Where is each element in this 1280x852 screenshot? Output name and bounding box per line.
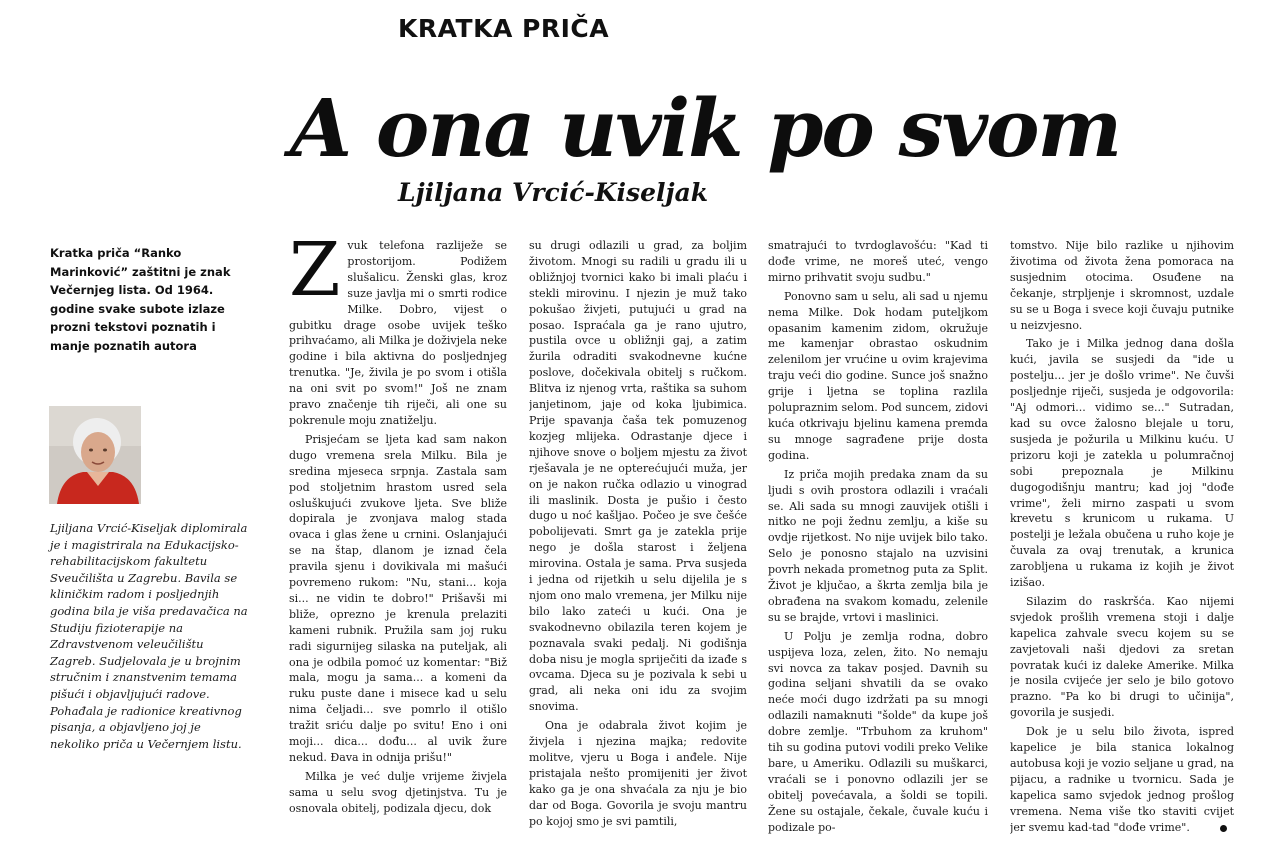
article-column-2 (529, 238, 747, 844)
paragraph: Dok je u selu bilo života, ispred kapelice je bila stanica lokalnog autobusa koji je vozio seljane u grad, na pijacu, a radnike u tvornicu. Sada je kapelica samo svjedok jednog prošlog vremena. Nema više tko staviti cvijet jer svemu kad-tad "dođe vrime". (1010, 725, 1234, 834)
paragraph: Milka je već dulje vrijeme živjela sama u selu svog djetinjstva. Tu je osnovala obitelj, podizala djecu, dok (289, 769, 507, 815)
end-of-article-mark (1220, 825, 1227, 832)
section-label: KRATKA PRIČA (398, 14, 610, 43)
article-column-4 (1010, 238, 1234, 844)
paragraph: Ona je odabrala život kojim je živjela i njezina majka; redovite molitve, vjeru u Boga i anđele. Nije pristajala nešto promijeniti jer život kako ga je ona shvaćala za nju je bio dar od Boga. Govorila je svoju mantru po kojoj smo je svi pamtili, (529, 719, 747, 828)
paragraph: vuk telefona razliježe se prostorijom. Podižem slušalicu. Ženski glas, kroz suze javlja mi o smrti rodice Milke. Dobro, vijest o gubitku drage osobe uvijek teško prihvaćamo, ali Milka je doživjela neke godine i bila aktivna do posljednjeg trenutka. "Je, živila je po svom i otišla na oni svit po svom!" Još ne znam pravo značenje tih riječi, ali one su pokrenule moju znatiželju. (289, 239, 507, 427)
author-bio: Ljiljana Vrcić-Kiseljak diplomirala je i magistrirala na Edukacijsko-rehabilitacijskom fakultetu Sveučilišta u Zagrebu. Bavila se kliničkim radom i posljednjih godina bila je viša predavačica na Studiju fizioterapije na Zdravstvenom veleučilištu Zagreb. Sudjelovala je u brojnim stručnim i znanstvenim temama pišući i objavljujući radove. Pohađala je radionice kreativnog pisanja, a objavljeno joj je nekoliko priča u Večernjem listu. (50, 521, 248, 751)
article-column-3 (768, 238, 988, 844)
paragraph: smatrajući to tvrdoglavošću: "Kad ti dođe vrime, ne moreš uteć, vengo mirno prihvatit svoju sudbu." (768, 239, 988, 284)
paragraph: Prisjećam se ljeta kad sam nakon dugo vremena srela Milku. Bila je sredina mjeseca srpnja. Zastala sam pod stoljetnim hrastom usred sela osluškujući zvukove ljeta. Sve bliže dopirala je zvonjava malog stada ovaca i glas žene u crnini. Oslanjajući se na štap, dlanom je iznad čela pravila sjenu i dovikivala mi mašući povremeno rukom: "Nu, stani... koja si... ne vidin te dobro!" Prišavši mi bliže, oprezno je krenula prelaziti kameni rubnik. Pružila sam joj ruku radi sigurnijeg silaska na puteljak, ali ona je odbila pomoć uz komentar: "Biž mala, mogu ja sama... a komeni da ruku puste dane i misece kad u selu nima čeljadi... sve pomrlo il otišlo tražit sriću dalje po svitu! Eno i oni moji... dica... dođu... al uvik žure nekud. Đava in odnija prišu!" (289, 432, 507, 764)
series-note: Kratka priča “Ranko Marinković” zaštitni je znak Večernjeg lista. Od 1964. godine svake subote izlaze prozni tekstovi poznatih i manje poznatih autora (50, 246, 231, 353)
headline: A ona uvik po svom (290, 81, 1121, 175)
article-column-1 (289, 238, 507, 844)
paragraph: tomstvo. Nije bilo razlike u njihovim životima od života žena pomoraca na susjednim otocima. Osuđene na čekanje, strpljenje i skromnost, uzdale su se u Boga i svece koji čuvaju putnike u neizvjesno. (1010, 239, 1234, 332)
paragraph: Silazim do raskršća. Kao nijemi svjedok prošlih vremena stoji i dalje kapelica zahvale svecu kojem su se zavjetovali naši djedovi za sretan povratak kući iz daleke Amerike. Milka je nosila cvijeće jer selo je bilo gotovo prazno. "Pa ko bi drugi to učinija", govorila je susjedi. (1010, 594, 1234, 720)
author-portrait-icon (49, 406, 141, 504)
paragraph: U Polju je zemlja rodna, dobro uspijeva loza, zelen, žito. No nemaju svi novca za takav posjed. Davnih su godina seljani shvatili da se ovako neće moći dugo izdržati pa su mnogi odlazili namaknuti "šolde" da kupe još dobre zemlje. "Trbuhom za kruhom" tih su godina putovi vodili preko Velike bare, u Ameriku. Odlazili su muškarci, vraćali se i ponovno odlazili jer se obitelj povećavala, a šoldi se topili. Žene su ostajale, čekale, čuvale kuću i podizale po- (768, 629, 988, 834)
paragraph: su drugi odlazili u grad, za boljim životom. Mnogi su radili u gradu ili u obližnjoj tvornici kako bi imali plaću i stekli mirovinu. I njezin je muž tako pokušao živjeti, putujući u grad na posao. Ispraćala ga je rano ujutro, pustila ovce u obližnji gaj, a zatim žurila odraditi svakodnevne kućne poslove, dočekivala obitelj s ručkom. Blitva iz njenog vrta, raštika sa suhom janjetinom, jaje od koka ljubimica. Prije spavanja čaša tek pomuzenog kozjeg mlijeka. Odrastanje djece i njihove snove o boljem mjestu za život rješavala je ne opterećujući muža, jer on je nakon ručka odlazio u vinograd ili maslinik. Dosta je pušio i često dugo u noć kašljao. Počeo je sve češće pobolijevati. Smrt ga je zatekla prije nego je došla starost i željena mirovina. Ostala je sama. Prva susjeda i jedna od rijetkih u selu dijelila je s njom ono malo vremena, jer Milku nije bilo lako zateći u kući. Ona je svakodnevno obilazila teren kojem je poznavala svaki pedalj. Ni godišnja doba nisu je mogla spriječiti da izađe s ovcama. Djeca su je pozivala k sebi u grad, ali neka oni idu za svojim snovima. (529, 239, 747, 714)
byline: Ljiljana Vrcić-Kiseljak (398, 178, 709, 207)
paragraph: Iz priča mojih predaka znam da su ljudi s ovih prostora odlazili i vraćali se. Ali sada su mnogi zauvijek otišli i nitko ne poji žednu zemlju, a kiše su ovdje rijetkost. No nije uvijek bilo tako. Selo je ponosno stajalo na uzvisini povrh nekada prometnog puta za Split. Život je ključao, a škrta zemlja bila je obrađena na svakom komadu, zelenile su se brajde, vrtovi i maslinici. (768, 467, 988, 624)
paragraph: Ponovno sam u selu, ali sad u njemu nema Milke. Dok hodam puteljkom opasanim kamenim zidom, okružuje me kamenjar obrastao oskudnim zelenilom jer vrućine u ovim krajevima traju veći dio godine. Sunce još snažno grije i ljetna se toplina razlila polupraznim selom. Pod suncem, zidovi kuća otkrivaju bjelinu kamena premda su mnoge sagrađene prije dosta godina. (768, 289, 988, 462)
drop-cap: Z (289, 238, 341, 313)
paragraph: Tako je i Milka jednog dana došla kući, javila se susjedi da "ide u postelju... jer je došlo vrime". Ne čuvši posljednje riječi, susjeda je odgovorila: "Aj odmori... vidimo se..." Sutradan, kad su ovce žalosno blejale u toru, susjeda je požurila u Milkinu kuću. U prizoru koji je zatekla u polumračnoj sobi prepoznala je Milkinu dugogodišnju mantru; kad joj "dođe vrime", želi mirno zaspati u svom krevetu s krunicom u rukama. U postelji je ležala obučena u ruho koje je čuvala za ovaj trenutak, a krunica zarobljena u rukama iz kojih je život izišao. (1010, 337, 1234, 590)
